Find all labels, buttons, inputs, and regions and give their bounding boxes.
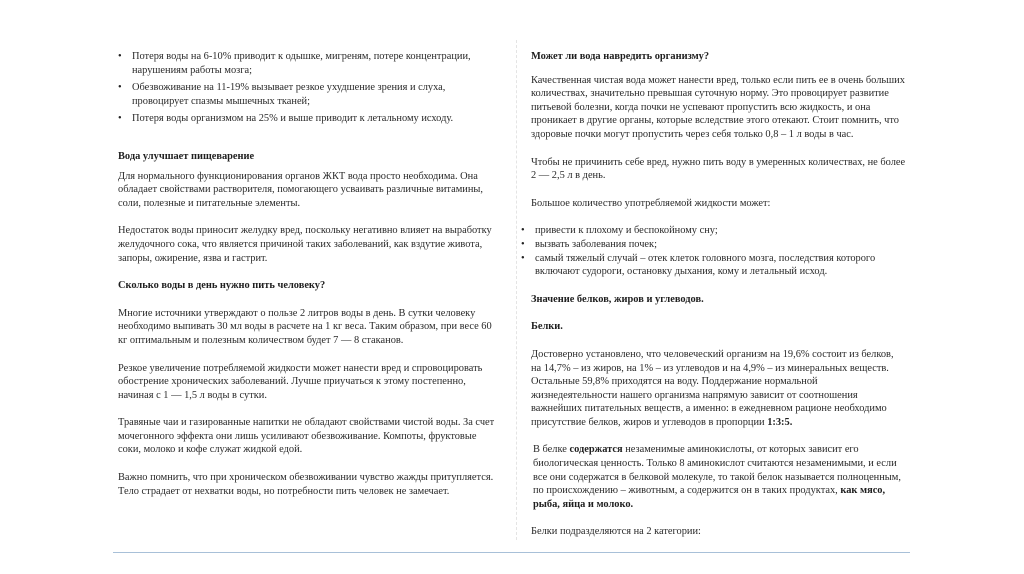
paragraph: Резкое увеличение потребляемой жидкости может нанести вред и спровоцировать обострение хронических заболеваний. Лучше приучаться к этому постепенно, начиная с 1 — 1,5 л воды в сутки. xyxy=(118,362,483,401)
excess-water-list xyxy=(521,224,906,278)
heading-nutrients: Значение белков, жиров и углеводов. xyxy=(531,293,704,305)
left-column xyxy=(118,50,498,512)
heading-digestion: Вода улучшает пищеварение xyxy=(118,150,255,162)
paragraph: Для нормального функционирования органов ЖКТ вода просто необходима. Она обладает свойствами растворителя, помогающего усваивать различные витамины, соли, полезные и питательные элементы. xyxy=(118,170,483,209)
heading-harm: Может ли вода навредить организму? xyxy=(531,51,710,62)
paragraph-text: В белке xyxy=(533,444,567,456)
right-column xyxy=(531,50,906,553)
paragraph-text: Достоверно установлено, что человеческий организм на 19,6% состоит из белков, на 14,7% – из жиров, на 1% – из углеводов и на 4,9% – из минеральных веществ. Остальные 59,8% приходятся на воду. Поддержание нормальной жизнедеятельности нашего организма напрямую зависит от соотношения важнейших питательных веществ, а именно: в ежедневном рационе необходимо присутствие белков, жиров и углеводов в пропорции xyxy=(531,348,894,428)
list-item: • Обезвоживание на 11-19% вызывает резкое ухудшение зрения и слуха, провоцирует спазмы мышечных тканей; xyxy=(118,81,498,108)
list-item: • самый тяжелый случай – отек клеток головного мозга, последствия которого включают судороги, остановку дыхания, кому и летальный исход. xyxy=(521,252,906,279)
paragraph: Большое количество употребляемой жидкости может: xyxy=(531,197,771,209)
paragraph: Важно помнить, что при хроническом обезвоживании чувство жажды притупляется. Тело страдает от нехватки воды, но потребности пить человек не замечает. xyxy=(118,472,494,497)
list-item: • вызвать заболевания почек; xyxy=(521,238,906,252)
list-item: • привести к плохому и беспокойному сну; xyxy=(521,224,906,238)
emphasis-text: как мясо, рыба, яйца и молоко. xyxy=(533,485,886,510)
heading-proteins: Белки. xyxy=(531,321,563,333)
paragraph: Чтобы не причинить себе вред, нужно пить воду в умеренных количествах, не более 2 — 2,5 л в день. xyxy=(531,156,906,182)
dehydration-list xyxy=(118,50,498,126)
emphasis-text: содержатся xyxy=(569,444,623,456)
paragraph-proteins-aminoacids xyxy=(531,443,906,511)
paragraph: Травяные чаи и газированные напитки не обладают свойствами чистой воды. За счет мочегонного эффекта они лишь усиливают обезвоживание. Компоты, фруктовые соки, молоко и кофе служат жидкой едой. xyxy=(118,417,495,456)
ratio-text: 1:3:5. xyxy=(767,416,793,428)
column-divider xyxy=(516,40,517,540)
paragraph-proteins-composition xyxy=(531,348,906,430)
paragraph-text: незаменимые аминокислоты, от которых зависит его биологическая ценность. Только 8 аминокислот считаются незаменимыми, и если все они содержатся в белковой молекуле, то такой белок называется полноценным, по происхождению – животным, а содержится он в таких продуктах, xyxy=(533,444,901,497)
paragraph: Многие источники утверждают о пользе 2 литров воды в день. В сутки человеку необходимо выпивать 30 мл воды в расчете на 1 кг веса. Таким образом, при весе 60 кг оптимальным и полезным количеством будет 7 — 8 стаканов. xyxy=(118,307,492,346)
heading-how-much: Сколько воды в день нужно пить человеку? xyxy=(118,280,326,292)
paragraph: Недостаток воды приносит желудку вред, поскольку негативно влияет на выработку желудочного сока, что является причиной таких заболеваний, как вздутие живота, запоры, ожирение, язва и гастрит. xyxy=(118,225,492,264)
footer-divider xyxy=(113,552,910,553)
paragraph: Белки подразделяются на 2 категории: xyxy=(531,526,701,538)
list-item: • Потеря воды организмом на 25% и выше приводит к летальному исходу. xyxy=(118,112,498,126)
list-item: • Потеря воды на 6-10% приводит к одышке, мигреням, потере концентрации, нарушениям работы мозга; xyxy=(118,50,498,77)
paragraph: Качественная чистая вода может нанести вред, только если пить ее в очень больших количествах, значительно превышая суточную норму. Это провоцирует развитие питьевой болезни, когда почки не успевают пропустить всю жидкость, и она проникает в другие органы, которые вследствие этого отекают. Стоит помнить, что здоровые почки могут пропустить через себя только 0,8 – 1 л воды в час. xyxy=(531,74,905,140)
